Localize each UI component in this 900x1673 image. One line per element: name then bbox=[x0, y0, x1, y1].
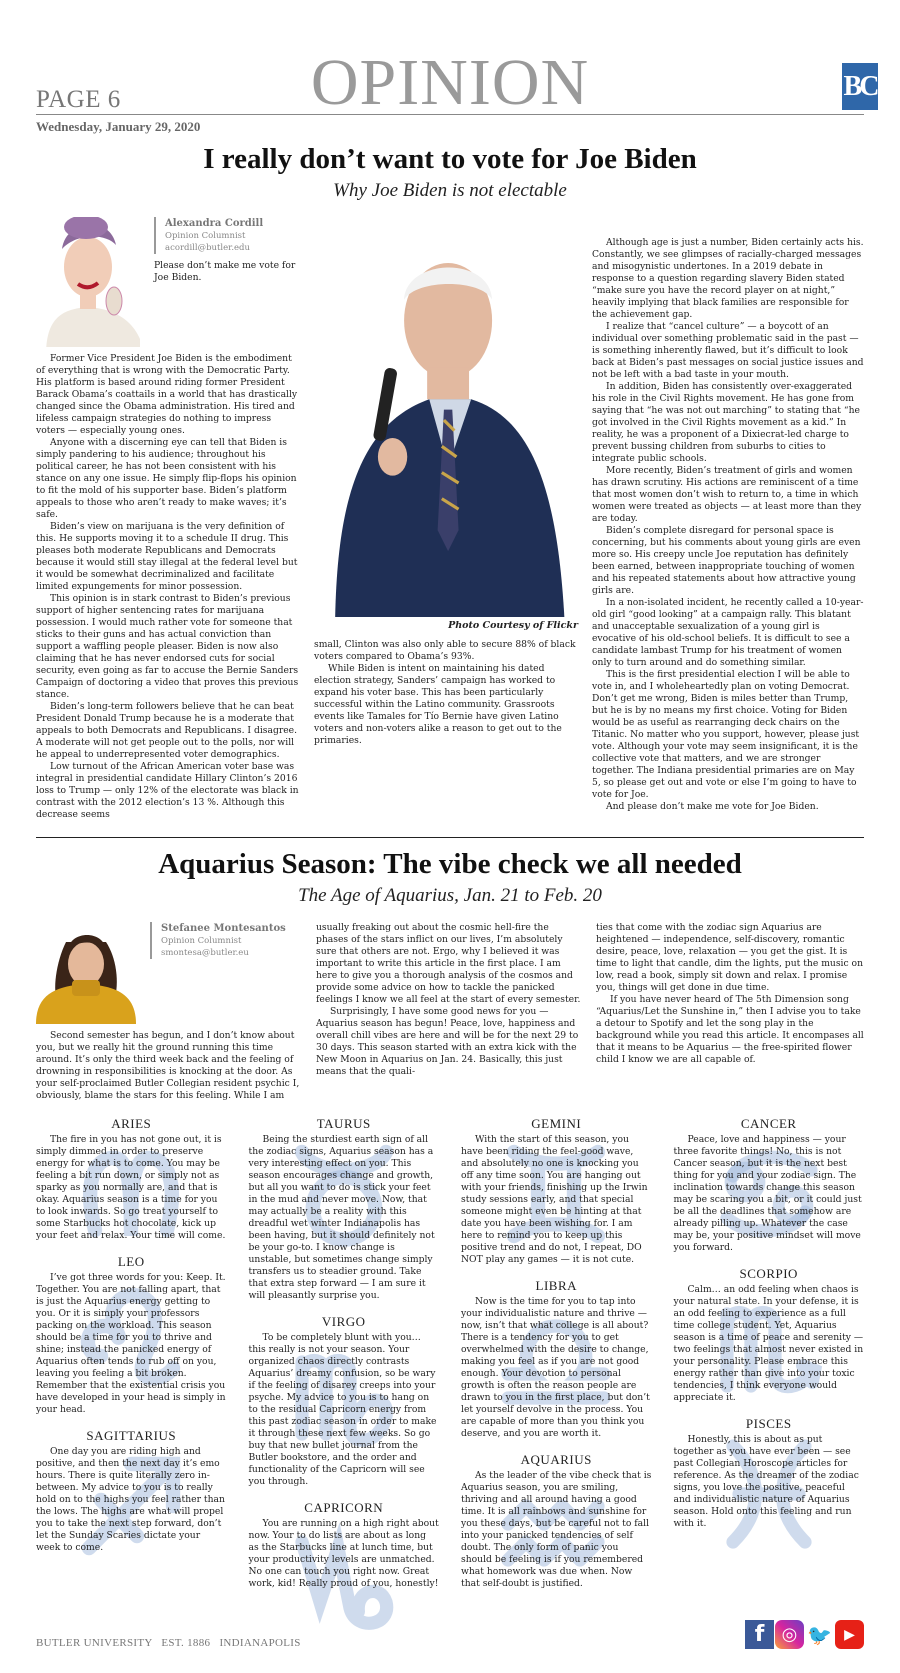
article-divider bbox=[36, 837, 864, 838]
horoscope-column-2 bbox=[249, 1116, 440, 1602]
paragraph: Please don’t make me vote for Joe Biden. bbox=[154, 260, 296, 284]
paragraph: If you have never heard of The 5th Dimension song “Aquarius/Let the Sunshine in,” then I advise you to take a detour to Spotify and let the song play in the background while you read this article. It encompases all that it means to be Aquarius — the free-spirited flower child I know we are all capable of. bbox=[596, 994, 864, 1066]
horoscope-grid bbox=[36, 1116, 864, 1602]
sign-title-pisces: PISCES bbox=[745, 1416, 792, 1432]
article1-author-header bbox=[36, 217, 300, 347]
article2-headline[interactable]: Aquarius Season: The vibe check we all needed bbox=[158, 848, 742, 881]
article2-author-header bbox=[36, 922, 302, 1024]
sign-title-leo: LEO bbox=[117, 1254, 145, 1270]
paragraph: More recently, Biden’s treatment of girls and women has drawn scrutiny. His actions are reminiscent of a time that most women don’t wish to return to, a time in which women were treated as objects — at least more than they are today. bbox=[592, 465, 862, 525]
paragraph: While Biden is intent on maintaining his dated election strategy, Sanders’ campaign has worked to expand his voter base. This has been particularly successful within the Latino community. Grassroots events like Tamales for Tío Bernie have given Latino voters and non-voters alike a reason to get out to the primaries. bbox=[314, 663, 562, 747]
biden-photo bbox=[314, 217, 578, 617]
sign-virgo bbox=[249, 1314, 440, 1488]
paragraph: Surprisingly, I have some good news for you — Aquarius season has begun! Peace, love, happiness and overall chill vibes are here and will be for the next 29 to 30 days. This season started with an extra kick with the New Moon in Aquarius on Jan. 24. Basically, this just means that the quali- bbox=[316, 1006, 579, 1078]
paragraph: Second semester has begun, and I don’t know about you, but we really hit the ground running this time around. It’s only the third week back and the feeling of drowning in responsibilities is knocking at the door. As your self-proclaimed Butler Collegian resident psychic I, obviously, blame the stars for this feeling. While I am bbox=[36, 1030, 300, 1102]
sign-title-libra: LIBRA bbox=[535, 1278, 577, 1294]
paragraph: Low turnout of the African American voter base was integral in presidential candidate Hillary Clinton’s 2016 loss to Trump — only 12% of the electorate was black in contrast with the 2012 election’s 13 %. Although this decrease seems bbox=[36, 761, 299, 821]
article2-column-1-text bbox=[36, 1030, 302, 1102]
paragraph: Biden’s complete disregard for personal space is concerning, but his comments about young girls are even more so. His creepy uncle Joe reputation has definitely been earned, between inappropriate touching of women and his repeated statements about how attractive young girls are. bbox=[592, 525, 861, 597]
sign-title-taurus: TAURUS bbox=[316, 1116, 371, 1132]
sign-text-aquarius: As the leader of the vibe check that is Aquarius season, you are smiling, thriving and all around having a good time. It is all rainbows and sunshine for you these days, but be careful not to fall into your panicked tendencies of self doubt. The only form of panic you should be feeling is if you remembered what homework was due when. Now that self-doubt is justified. bbox=[461, 1470, 652, 1590]
article2-subhead: The Age of Aquarius, Jan. 21 to Feb. 20 bbox=[298, 885, 602, 907]
sign-text-sagittarius: One day you are riding high and positive, and then the next day it’s emo hours. There is quite literally zero in-between. My advice to you is to really hold on to the highs you feel rather than the lows. The highs are what will propel you to take the next step forward, don’t let the Sunday Scaries dictate your week to come. bbox=[36, 1446, 225, 1554]
sign-title-sagittarius: SAGITTARIUS bbox=[86, 1428, 177, 1444]
sign-aquarius bbox=[461, 1452, 652, 1590]
paragraph: Anyone with a discerning eye can tell that Biden is simply pandering to his audience; throughout his political career, he has not been consistent with his stance on any one issue. He simply flip-flops his opinion to fit the mold of his supporter base. Biden’s platform appeals to those who aren’t ready to make waves; it’s safe. bbox=[36, 437, 297, 521]
sign-text-taurus: Being the sturdiest earth sign of all the zodiac signs, Aquarius season has a very interesting effect on you. This season encourages change and growth, but all you want to do is stick your feet in the mud and never move. Now, that may actually be a reality with this dreadful wet winter Indianapolis has been having, but it should definitely not be your go-to. I know change is unstable, but sometimes change simply transfers us to steadier ground. Take that extra step forward — I am sure it will pleasantly surprise you. bbox=[248, 1134, 435, 1302]
paragraph: Although age is just a number, Biden certainly acts his. Constantly, we see glimpses of racially-charged messages and misogynistic undertones. In a 2019 debate in response to a question regarding slavery Biden stated “make sure you have the record player on at night,” heavily implying that black families are responsible for the achievement gap. bbox=[592, 237, 864, 321]
paragraph: This opinion is in stark contrast to Biden’s previous support of higher sentencing rates for marijuana possession. I would much rather vote for someone that sticks to their guns and has actual conviction than support a waffling people pleaser. Biden is now also claiming that he has never endorsed cuts for social security, even going as far to accuse the Bernie Sanders Campaign of doctoring a video that proves this previous stance. bbox=[36, 593, 299, 701]
sign-text-gemini: With the start of this season, you have been riding the feel-good wave, and absolutely no one is knocking you off any time soon. You are hanging out with your friends, finishing up the Irwin study sessions early, and that special someone might even be hinting at that date you have been wishing for. I am here to remind you to keep up this positive trend and do not, I repeat, DO NOT play any games — it is not cute. bbox=[461, 1134, 648, 1266]
sign-cancer bbox=[674, 1116, 865, 1254]
sign-aries bbox=[36, 1116, 227, 1242]
masthead bbox=[36, 18, 877, 119]
sign-title-gemini: GEMINI bbox=[531, 1116, 582, 1132]
paragraph: And please don’t make me vote for Joe Biden. bbox=[606, 801, 819, 813]
sign-text-scorpio: Calm… an odd feeling when chaos is your natural state. In your defense, it is an odd feeling to experience as a full time college student. Yet, Aquarius season is a time of peace and serenity — two feelings that almost never existed in your personality. Please embrace this energy rather than give into your toxic tendencies, I think everyone would appreciate it. bbox=[673, 1284, 864, 1404]
newspaper-page bbox=[36, 0, 877, 1673]
social-links bbox=[745, 1620, 864, 1649]
article2-column-3 bbox=[596, 922, 864, 1066]
twitter-icon[interactable]: 🐦 bbox=[805, 1620, 834, 1649]
sign-taurus bbox=[249, 1116, 440, 1302]
author-name: Alexandra Cordill bbox=[165, 218, 264, 230]
paragraph: small, Clinton was also only able to secure 88% of black voters compared to Obama’s 93%. bbox=[314, 639, 576, 663]
sign-sagittarius bbox=[36, 1428, 227, 1554]
article1-subhead: Why Joe Biden is not electable bbox=[333, 180, 567, 202]
sign-text-libra: Now is the time for you to tap into your individualistic nature and thrive — now, isn’t that what college is all about? There is a tendency for you to get overwhelmed with the desire to change, making you feel as if you are not good enough. Your devotion to personal growth is often the reason people are drawn to you in the first place, but don’t let yourself devolve in the process. You are capable of more than you think you deserve, and you are worth it. bbox=[461, 1296, 650, 1440]
sign-leo bbox=[36, 1254, 227, 1416]
issue-date: Wednesday, January 29, 2020 bbox=[36, 119, 201, 134]
sign-text-aries: The fire in you has not gone out, it is simply dimmed in order to preserve energy for what is to come. You may be feeling a bit run down, or simply not as sparky as you normally are, and that is okay. Aquarius season is a time for you to look inwards. So go treat yourself to some Starbucks hot chocolate, kick up your feet and relax. Your time will come. bbox=[36, 1134, 226, 1242]
sign-text-leo: I’ve got three words for you: Keep. It. Together. You are not falling apart, that is just the Aquarius energy getting to you. Or it is simply your professors packing on the workload. This season should be a time for you to thrive and shine; instead the panicked energy of Aquarius often tends to rub off on you, leaving you feeling a bit broken. Remember that the existential crisis you have developed in your head is simply in your head. bbox=[36, 1272, 226, 1416]
footer bbox=[36, 1620, 864, 1649]
author-email[interactable]: smontesa@butler.eu bbox=[161, 948, 249, 959]
article1-column-1 bbox=[36, 217, 300, 821]
article2-column-1 bbox=[36, 922, 302, 1102]
paragraph: Biden’s long-term followers believe that he can beat President Donald Trump because he is a moderate that appeals to both Democrats and Republicans. I disagree. A moderate will not get people out to the polls, nor will he appeal to underrepresented voter demographics. bbox=[36, 701, 298, 761]
paragraph: This is the first presidential election I will be able to vote in, and I wholeheartedly plan on voting Democrat. Don’t get me wrong, Biden is miles better than Trump, but he is by no means my first choice. Voting for Biden would be as useful as rearranging deck chairs on the Titanic. No matter who you support, however, please just vote. Although your vote may seem insignificant, it is the collective vote that matters, and we are stronger together. The Indiana presidential primaries are on May 5, so please get out and vote or else I’m going to have to vote for Joe. bbox=[592, 669, 860, 801]
horoscope-column-4 bbox=[674, 1116, 865, 1542]
sign-text-cancer: Peace, love and happiness — your three favorite things! No, this is not Cancer season, but it is the next best thing for you and your zodiac sign. The inclination towards change this season may be scaring you a bit, or it could just be all the deadlines that somehow are already pilling up. Whatever the case may be, your positive mindset will move you forward. bbox=[673, 1134, 862, 1254]
sign-pisces bbox=[674, 1416, 865, 1530]
sign-title-aquarius: AQUARIUS bbox=[520, 1452, 592, 1468]
author-photo-alexandra bbox=[36, 217, 140, 347]
horoscope-column-3 bbox=[461, 1116, 652, 1602]
photo-caption: Photo Courtesy of Flickr bbox=[448, 620, 578, 632]
author-email[interactable]: acordill@butler.edu bbox=[165, 243, 250, 254]
article2-body bbox=[36, 922, 864, 1102]
author-name: Stefanee Montesantos bbox=[161, 923, 286, 935]
footer-text: BUTLER UNIVERSITY EST. 1886 INDIANAPOLIS bbox=[36, 1637, 301, 1650]
paragraph: Biden’s view on marijuana is the very definition of this. He supports moving it to a schedule II drug. This pleases both moderate Republicans and Democrats because it would still stay illegal at the federal level but it would be somewhat decriminalized and facilitate limited expungements for minor possession. bbox=[36, 521, 298, 593]
sign-text-capricorn: You are running on a high right about now. Your to do lists are about as long as the Starbucks line at lunch time, but your productivity levels are unmatched. No one can touch you right now. Great work, kid! Really proud of you, honestly! bbox=[248, 1518, 439, 1590]
paragraph: I realize that “cancel culture” — a boycott of an individual over something problematic said in the past — is something inherently flawed, but it’s difficult to look back at Biden’s past messages on social justice issues and not be left with a bad taste in your mouth. bbox=[592, 321, 864, 381]
article1-body bbox=[36, 217, 864, 821]
author-role: Opinion Columnist bbox=[161, 936, 242, 947]
article2-byline bbox=[150, 922, 302, 959]
article2-column-2 bbox=[316, 922, 582, 1078]
sign-title-cancer: CANCER bbox=[740, 1116, 797, 1132]
youtube-icon[interactable]: ▶ bbox=[835, 1620, 864, 1649]
article1-column-2-text bbox=[314, 639, 578, 747]
article1-column-2 bbox=[314, 217, 578, 747]
paragraph: Former Vice President Joe Biden is the embodiment of everything that is wrong with the Democratic Party. His platform is based around riding former President Barack Obama’s coattails in a world that has drastically changed since the Obama administration. His tired and lifeless campaign strategies do nothing to impress voters — especially young ones. bbox=[36, 353, 298, 437]
article1-lede bbox=[154, 260, 300, 284]
sign-title-capricorn: CAPRICORN bbox=[304, 1500, 384, 1516]
article1-headline[interactable]: I really don’t want to vote for Joe Biden bbox=[203, 143, 697, 175]
sign-capricorn bbox=[249, 1500, 440, 1590]
sign-scorpio bbox=[674, 1266, 865, 1404]
page-number: PAGE 6 bbox=[36, 86, 121, 113]
sign-text-pisces: Honestly, this is about as put together as you have ever been — see past Collegian Horoscope articles for reference. As the dreamer of the zodiac signs, you love the positive, peaceful and individualistic nature of Aquarius season. Hold onto this feeling and run with it. bbox=[673, 1434, 859, 1530]
sign-title-scorpio: SCORPIO bbox=[739, 1266, 798, 1282]
sign-title-aries: ARIES bbox=[111, 1116, 152, 1132]
paragraph: usually freaking out about the cosmic hell-fire the phases of the stars inflict on our lives, I’m absolutely sure that others are not. Ergo, why I believed it was important to write this article in the first place. I am here to give you a thorough analysis of the cosmos and provide some advice on how to tackle the panicked feelings I know we all feel at the start of every semester. bbox=[316, 922, 581, 1006]
paragraph: In addition, Biden has consistently over-exaggerated his role in the Civil Rights movement. He has gone from saying that “he was not out marching” to stating that “he got involved in the Civil Rights movement as a kid.” In reality, he was a proponent of a Dixiecrat-led charge to prevent bussing children from suburbs to cities to integrate public schools. bbox=[592, 381, 860, 465]
sign-text-virgo: To be completely blunt with you… this really is not your season. Your organized chaos directly contrasts Aquarius’ dreamy confusion, so be wary if the feeling of disarey creeps into your psyche. My advice to you is to hang on to the residual Capricorn energy from this past zodiac season in order to make it through these next few weeks. So go buy that new bullet journal from the Butler bookstore, and the order and functionality of the Capricorn will see you through. bbox=[248, 1332, 437, 1488]
sign-libra bbox=[461, 1278, 652, 1440]
facebook-icon[interactable]: f bbox=[745, 1620, 774, 1649]
article1-byline bbox=[154, 217, 300, 254]
author-role: Opinion Columnist bbox=[165, 231, 246, 242]
section-title: OPINION bbox=[310, 46, 590, 119]
horoscope-column-1 bbox=[36, 1116, 227, 1566]
sign-gemini bbox=[461, 1116, 652, 1266]
paragraph: In a non-isolated incident, he recently called a 10-year-old girl “good looking” at a campaign rally. This blatant and unacceptable sexualization of a young girl is evocative of his old-school beliefs. It is difficult to see a candidate lambast Trump for his treatment of women only to turn around and do something similar. bbox=[592, 597, 864, 669]
article1-column-1-text bbox=[36, 353, 300, 821]
sign-title-virgo: VIRGO bbox=[321, 1314, 366, 1330]
article1-byline-wrap bbox=[154, 217, 300, 284]
article1-column-3 bbox=[592, 217, 864, 813]
collegian-logo[interactable]: BC bbox=[842, 63, 878, 110]
instagram-icon[interactable]: ◎ bbox=[775, 1620, 804, 1649]
author-photo-stefanee bbox=[36, 922, 136, 1024]
paragraph: ties that come with the zodiac sign Aquarius are heightened — independence, self-discovery, romantic desire, peace, love, relaxation — you get the gist. It is time to light that candle, dim the lights, put the music on low, read a book, simply sit down and relax. I promise you, things will get done in due time. bbox=[596, 922, 863, 994]
